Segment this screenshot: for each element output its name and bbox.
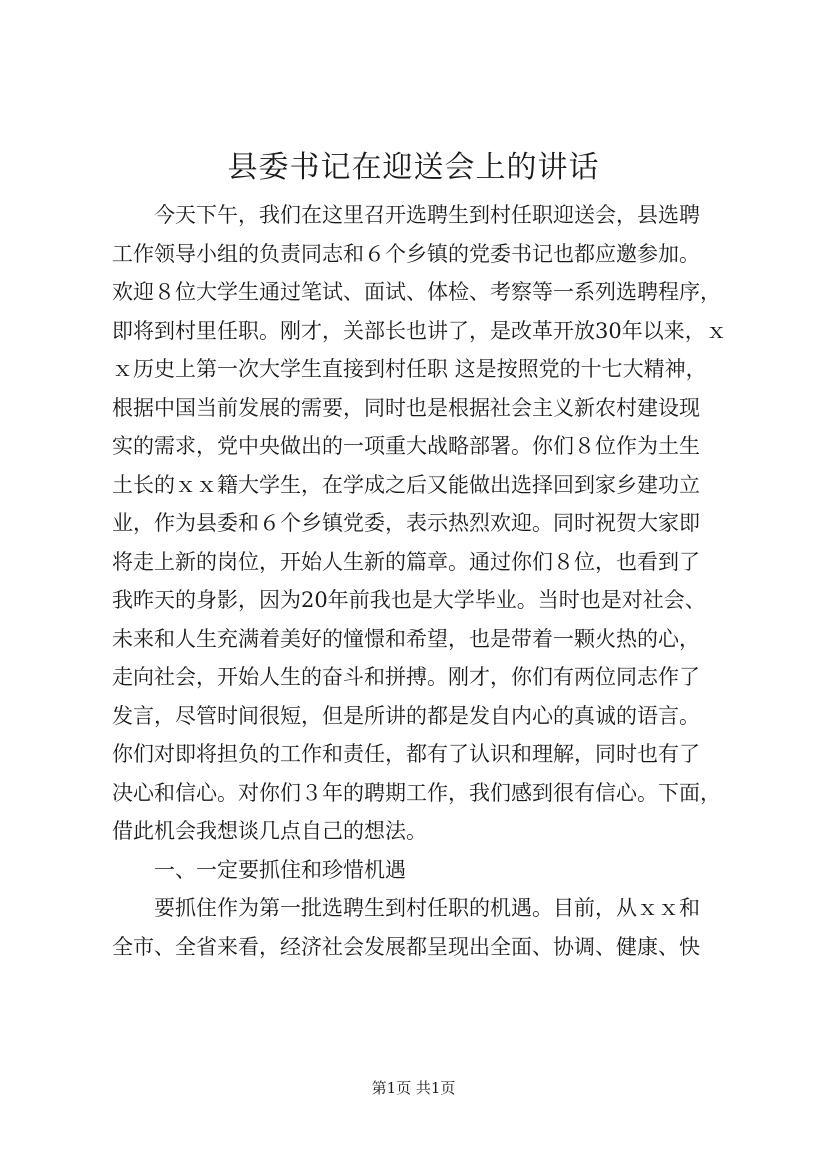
body-line: 实的需求，党中央做出的一项重大战略部署。你们８位作为土生 (112, 434, 700, 458)
body-line: 借此机会我想谈几点自己的想法。 (112, 819, 427, 843)
body-line: 发言，尽管时间很短，但是所讲的都是发自内心的真诚的语言。 (112, 703, 700, 728)
section-heading: 一、一定要抓住和珍惜机遇 (112, 857, 406, 882)
body-line: 业，作为县委和６个乡镇党委，表示热烈欢迎。同时祝贺大家即 (112, 511, 700, 535)
body-line: 即将到村里任职。刚才，关部长也讲了，是改革开放30年以来，ｘ (112, 318, 727, 343)
document-body (112, 196, 742, 966)
body-line: 你们对即将担负的工作和责任，都有了认识和理解，同时也有了 (112, 742, 700, 766)
body-line: 将走上新的岗位，开始人生新的篇章。通过你们８位，也看到了 (112, 549, 700, 574)
body-line: 土长的ｘｘ籍大学生，在学成之后又能做出选择回到家乡建功立 (112, 472, 700, 497)
document-title: 县委书记在迎送会上的讲话 (227, 150, 600, 185)
body-line: 走向社会，开始人生的奋斗和拼搏。刚才，你们有两位同志作了 (112, 665, 700, 689)
body-line: 我昨天的身影，因为20年前我也是大学毕业。当时也是对社会、 (112, 588, 706, 612)
body-line: 今天下午，我们在这里召开选聘生到村任职迎送会，县选聘 (112, 203, 700, 227)
body-line: 决心和信心。对你们３年的聘期工作，我们感到很有信心。下面， (112, 780, 721, 805)
body-line: 未来和人生充满着美好的憧憬和希望，也是带着一颗火热的心， (112, 626, 700, 651)
body-line: ｘ历史上第一次大学生直接到村任职 这是按照党的十七大精神， (112, 357, 707, 381)
body-line: 全市、全省来看，经济社会发展都呈现出全面、协调、健康、快 (112, 934, 700, 959)
body-line: 欢迎８位大学生通过笔试、面试、体检、考察等一系列选聘程序， (112, 280, 721, 304)
body-line: 要抓住作为第一批选聘生到村任职的机遇。目前，从ｘｘ和 (112, 896, 700, 920)
page-footer: 第1页 共1页 (371, 1079, 456, 1097)
body-line: 根据中国当前发展的需要，同时也是根据社会主义新农村建设现 (112, 395, 700, 420)
body-line: 工作领导小组的负责同志和６个乡镇的党委书记也都应邀参加。 (112, 241, 700, 266)
